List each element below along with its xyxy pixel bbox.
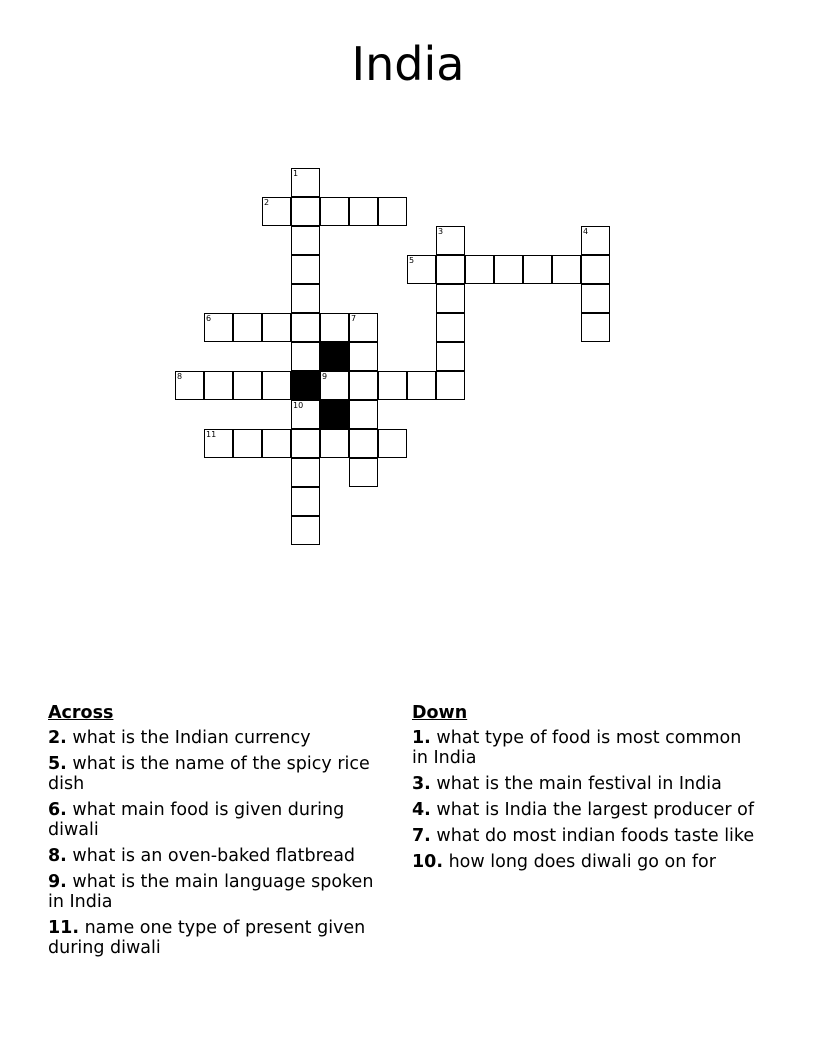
clue-number: 1 [293,169,299,178]
clue-number: 4 [583,227,589,236]
clue-number: 5 [409,256,415,265]
grid-cell[interactable] [204,313,233,342]
puzzle-title: India [351,37,465,91]
grid-cell[interactable] [175,371,204,400]
grid-cell[interactable] [349,371,378,400]
clue-item [48,918,393,958]
clue-item [412,826,757,846]
down-clues [412,702,757,878]
clue-item [48,754,393,794]
clue-text: what main food is given during diwali [48,800,345,840]
clue-number: 10 [293,401,304,410]
clue-item [412,852,757,872]
clue-text: what is the main festival in India [436,774,722,794]
grid-cell[interactable] [552,255,581,284]
grid-cell[interactable] [523,255,552,284]
clue-text: what type of food is most common in India [412,728,742,768]
black-cell [291,371,320,400]
grid-cell[interactable] [581,226,610,255]
grid-cell[interactable] [291,168,320,197]
clue-text: what is the name of the spicy rice dish [48,754,370,794]
grid-cell[interactable] [349,313,378,342]
grid-cell[interactable] [436,284,465,313]
grid-cell[interactable] [291,255,320,284]
clue-num: 3. [412,774,431,794]
clue-item [412,774,757,794]
clue-num: 7. [412,826,431,846]
grid-cell[interactable] [436,313,465,342]
grid-cell[interactable] [262,197,291,226]
grid-cell[interactable] [320,313,349,342]
clue-num: 9. [48,872,67,892]
clue-text: what is the Indian currency [72,728,311,748]
grid-cell[interactable] [320,197,349,226]
grid-cell[interactable] [407,255,436,284]
grid-cell[interactable] [320,371,349,400]
clue-number: 8 [177,372,183,381]
grid-cell[interactable] [291,400,320,429]
grid-cell[interactable] [349,342,378,371]
grid-cell[interactable] [581,255,610,284]
clue-num: 1. [412,728,431,748]
grid-cell[interactable] [291,313,320,342]
grid-cell[interactable] [349,429,378,458]
grid-cell[interactable] [233,313,262,342]
grid-cell[interactable] [291,342,320,371]
grid-cell[interactable] [291,429,320,458]
down-heading: Down [412,703,468,723]
grid-cell[interactable] [436,255,465,284]
grid-cell[interactable] [581,313,610,342]
clue-text: name one type of present given during diwali [48,918,366,958]
grid-cell[interactable] [436,226,465,255]
clue-item [48,872,393,912]
grid-cell[interactable] [436,342,465,371]
grid-cell[interactable] [291,487,320,516]
clue-number: 9 [322,372,328,381]
clue-item [48,846,393,866]
clue-num: 4. [412,800,431,820]
across-clues [48,702,393,964]
clue-number: 6 [206,314,212,323]
clue-num: 6. [48,800,67,820]
across-heading: Across [48,703,114,723]
grid-cell[interactable] [233,371,262,400]
clue-text: what is an oven-baked flatbread [72,846,356,866]
black-cell [320,400,349,429]
grid-cell[interactable] [436,371,465,400]
grid-cell[interactable] [349,400,378,429]
clue-item [412,728,757,768]
clue-item [412,800,757,820]
clue-text: what is the main language spoken in India [48,872,374,912]
grid-cell[interactable] [204,371,233,400]
grid-cell[interactable] [349,197,378,226]
black-cell [320,342,349,371]
grid-cell[interactable] [291,458,320,487]
clue-num: 2. [48,728,67,748]
grid-cell[interactable] [262,371,291,400]
grid-cell[interactable] [262,429,291,458]
clue-num: 10. [412,852,444,872]
grid-cell[interactable] [233,429,262,458]
clue-number: 3 [438,227,444,236]
clue-text: how long does diwali go on for [448,852,716,872]
clue-num: 5. [48,754,67,774]
clue-num: 8. [48,846,67,866]
clue-item [48,800,393,840]
grid-cell[interactable] [581,284,610,313]
clue-text: what do most indian foods taste like [436,826,755,846]
clue-item [48,728,393,748]
clue-number: 11 [206,430,217,439]
grid-cell[interactable] [494,255,523,284]
grid-cell[interactable] [291,516,320,545]
grid-cell[interactable] [291,226,320,255]
clue-num: 11. [48,918,80,938]
grid-cell[interactable] [349,458,378,487]
grid-cell[interactable] [320,429,349,458]
grid-cell[interactable] [291,284,320,313]
grid-cell[interactable] [407,371,436,400]
grid-cell[interactable] [378,429,407,458]
grid-cell[interactable] [465,255,494,284]
grid-cell[interactable] [378,197,407,226]
grid-cell[interactable] [204,429,233,458]
clue-number: 7 [351,314,357,323]
clue-text: what is India the largest producer of [436,800,755,820]
grid-cell[interactable] [262,313,291,342]
grid-cell[interactable] [378,371,407,400]
grid-cell[interactable] [291,197,320,226]
clue-number: 2 [264,198,270,207]
